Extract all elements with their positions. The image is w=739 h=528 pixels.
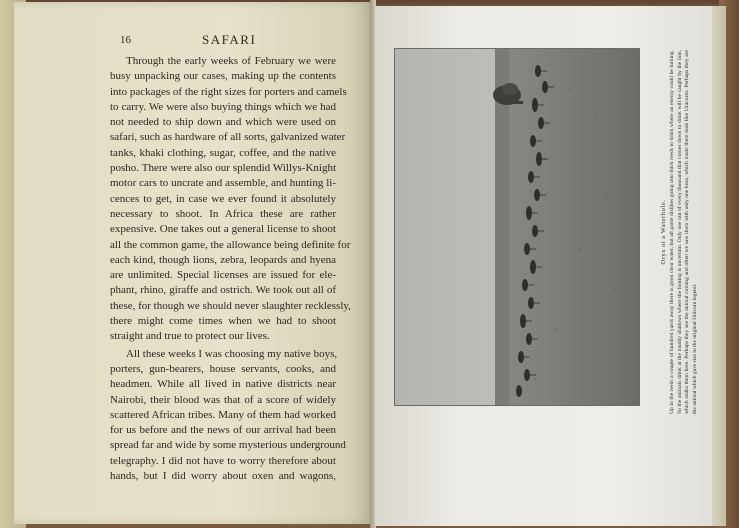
body-text [110,54,351,484]
running-head: SAFARI [202,32,257,47]
left-page [14,2,372,524]
text-line: for us before and the news of our arrival had been [110,424,336,437]
text-line: all the common game, the allowance being definite for [110,238,351,251]
text-line: Nairobi, their blood was that of a score of widely [110,393,336,406]
text-line: there might come times when we had to shoot [110,315,336,328]
text-line: not needed to ship down and which were used on [110,116,336,129]
text-line: into packages of the right sizes for porters and camels [110,85,347,98]
text-line: safari, such as hardware of all sorts, galvanized water [110,131,346,144]
text-line: telegraphy. I did not have to worry therefore about [110,454,336,467]
page-number: 16 [120,34,131,46]
caption-text: Up in the reeds a couple of hundred yards away there is good clear water, but all game dislikes going into thick reeds to drink where an enemy could be lurking. So the animals drink at the muddy shallows where the footing is uncertain. Only one out of every thousand that comes down to drink will be caught by the lion, which stalks them here. Perhaps they see the animal coming and often we saw them with only one horn, which made them look like Unicorns. Perhaps they are the animal which gave rise to the original Unicorn legend. [669,50,698,414]
photo-caption [656,42,720,422]
text-line: expensive. One takes out a general license to shoot [110,223,336,236]
text-line: scattered African tribes. Many of them had worked [110,408,336,421]
text-line: Through the early weeks of February we were [126,55,336,67]
text-line: each kind, though lions, zebra, leopards and hyena [110,253,336,266]
text-line: to carry. We were also buying things which we had [110,100,336,113]
text-line: hands, but I did worry about oxen and wagons, [110,470,336,483]
text-line: these, for though we should never slaughter recklessly, [110,299,351,312]
paragraph-1 [110,54,351,345]
text-line: porters, gun-bearers, house servants, cooks, and [110,362,336,375]
text-line: spread far and wide by some mysterious underground [110,439,346,452]
text-line: posho. There were also our splendid Willys-Knight [110,162,336,175]
paragraph-2 [110,347,346,485]
photo-illustration [395,49,639,405]
text-line: phant, rhino, giraffe and ostrich. We took out all of [110,284,336,297]
text-line: are unlimited. Special licenses are issued for ele- [110,269,336,282]
text-line: straight and true to protect our lives. [110,330,270,343]
text-line: All these weeks I was choosing my native boys, [126,347,338,360]
text-line: cences to get, in case we ever found it absolutely [110,192,336,205]
text-line: motor cars to uncrate and assemble, and hunting li- [110,177,336,190]
text-line: necessary to shoot. In Africa these are rather [110,207,336,220]
caption-title: Oryx at a Waterhole. [660,199,667,265]
text-line: busy unpacking our cases, making up the contents [110,70,336,83]
text-line: headmen. While all lived in native districts near [110,378,336,391]
wildlife-photograph [394,48,640,406]
text-line: tanks, khaki clothing, sugar, coffee, and the native [110,146,336,159]
